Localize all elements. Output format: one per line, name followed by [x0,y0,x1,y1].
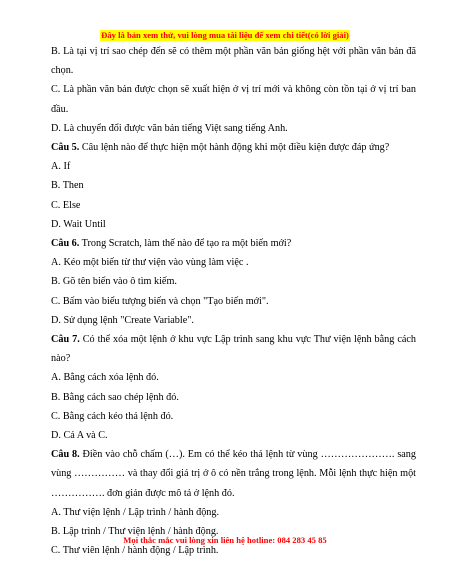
q5-option-d: D. Wait Until [51,218,106,230]
question-7 [51,330,416,368]
question-8 [51,445,416,503]
question-7-label: Câu 7. [51,334,80,346]
q6-option-c: C. Bấm vào biểu tượng biến và chọn "Tạo biến mới". [51,295,269,307]
q6-option-a: A. Kéo một biến từ thư viện vào vùng làm việc . [51,257,249,269]
question-5 [51,138,416,157]
hotline-footer: Mọi thắc mắc vui lòng xin liên hệ hotline: 084 283 45 85 [123,535,327,545]
question-6-text: Trong Scratch, làm thế nào để tạo ra một biến mới? [79,238,292,250]
q4-option-d: D. Là chuyển đổi được văn bản tiếng Việt sang tiếng Anh. [51,122,288,134]
q5-option-c: C. Else [51,199,81,211]
q6-option-d: D. Sử dụng lệnh "Create Variable". [51,314,194,326]
q7-option-b: B. Bằng cách sao chép lệnh đó. [51,391,179,403]
q8-option-b: B. Lập trình / Thư viện lệnh / hành động. [51,526,219,538]
q7-option-d: D. Cả A và C. [51,430,108,442]
question-7-text: Có thể xóa một lệnh ở khu vực Lập trình sang khu vực Thư viện lệnh bằng cách nào? [51,334,416,365]
q7-option-c: C. Bằng cách kéo thả lệnh đó. [51,410,174,422]
preview-banner: Đây là bản xem thử, vui lòng mua tài liệu để xem chi tiết(có lời giải) [101,30,349,40]
question-6-label: Câu 6. [51,238,80,250]
question-8-label: Câu 8. [51,449,80,461]
question-6 [51,234,416,253]
q8-option-c: C. Thư viên lệnh / hành động / Lập trình. [51,545,219,557]
preview-banner-wrap [0,25,450,43]
document-body [51,42,416,560]
q4-option-b: B. Là tại vị trí sao chép đến sẽ có thêm một phần văn bản giống hệt với phần văn bản đã chọn. [51,46,416,77]
q7-option-a: A. Bằng cách xóa lệnh đó. [51,372,159,384]
q5-option-b: B. Then [51,180,84,192]
question-8-text: Điền vào chỗ chấm (…). Em có thể kéo thả lệnh từ vùng …………………. sang vùng …………… và thay đổi giá trị ở ô có nền trắng trong lệnh. Mỗi lệnh thực hiện một ……………. đơn giản được mô tả ở lệnh đó. [51,449,416,499]
q5-option-a: A. If [51,161,71,173]
question-5-label: Câu 5. [51,142,80,154]
q6-option-b: B. Gõ tên biến vào ô tìm kiếm. [51,276,177,288]
q4-option-c: C. Là phần văn bản được chọn sẽ xuất hiện ở vị trí mới và không còn tồn tại ở vị trí ban đầu. [51,84,416,115]
question-5-text: Câu lệnh nào để thực hiện một hành động khi một điều kiện được đáp ứng? [79,142,390,154]
q8-option-a: A. Thư viện lệnh / Lập trình / hành động. [51,506,220,518]
